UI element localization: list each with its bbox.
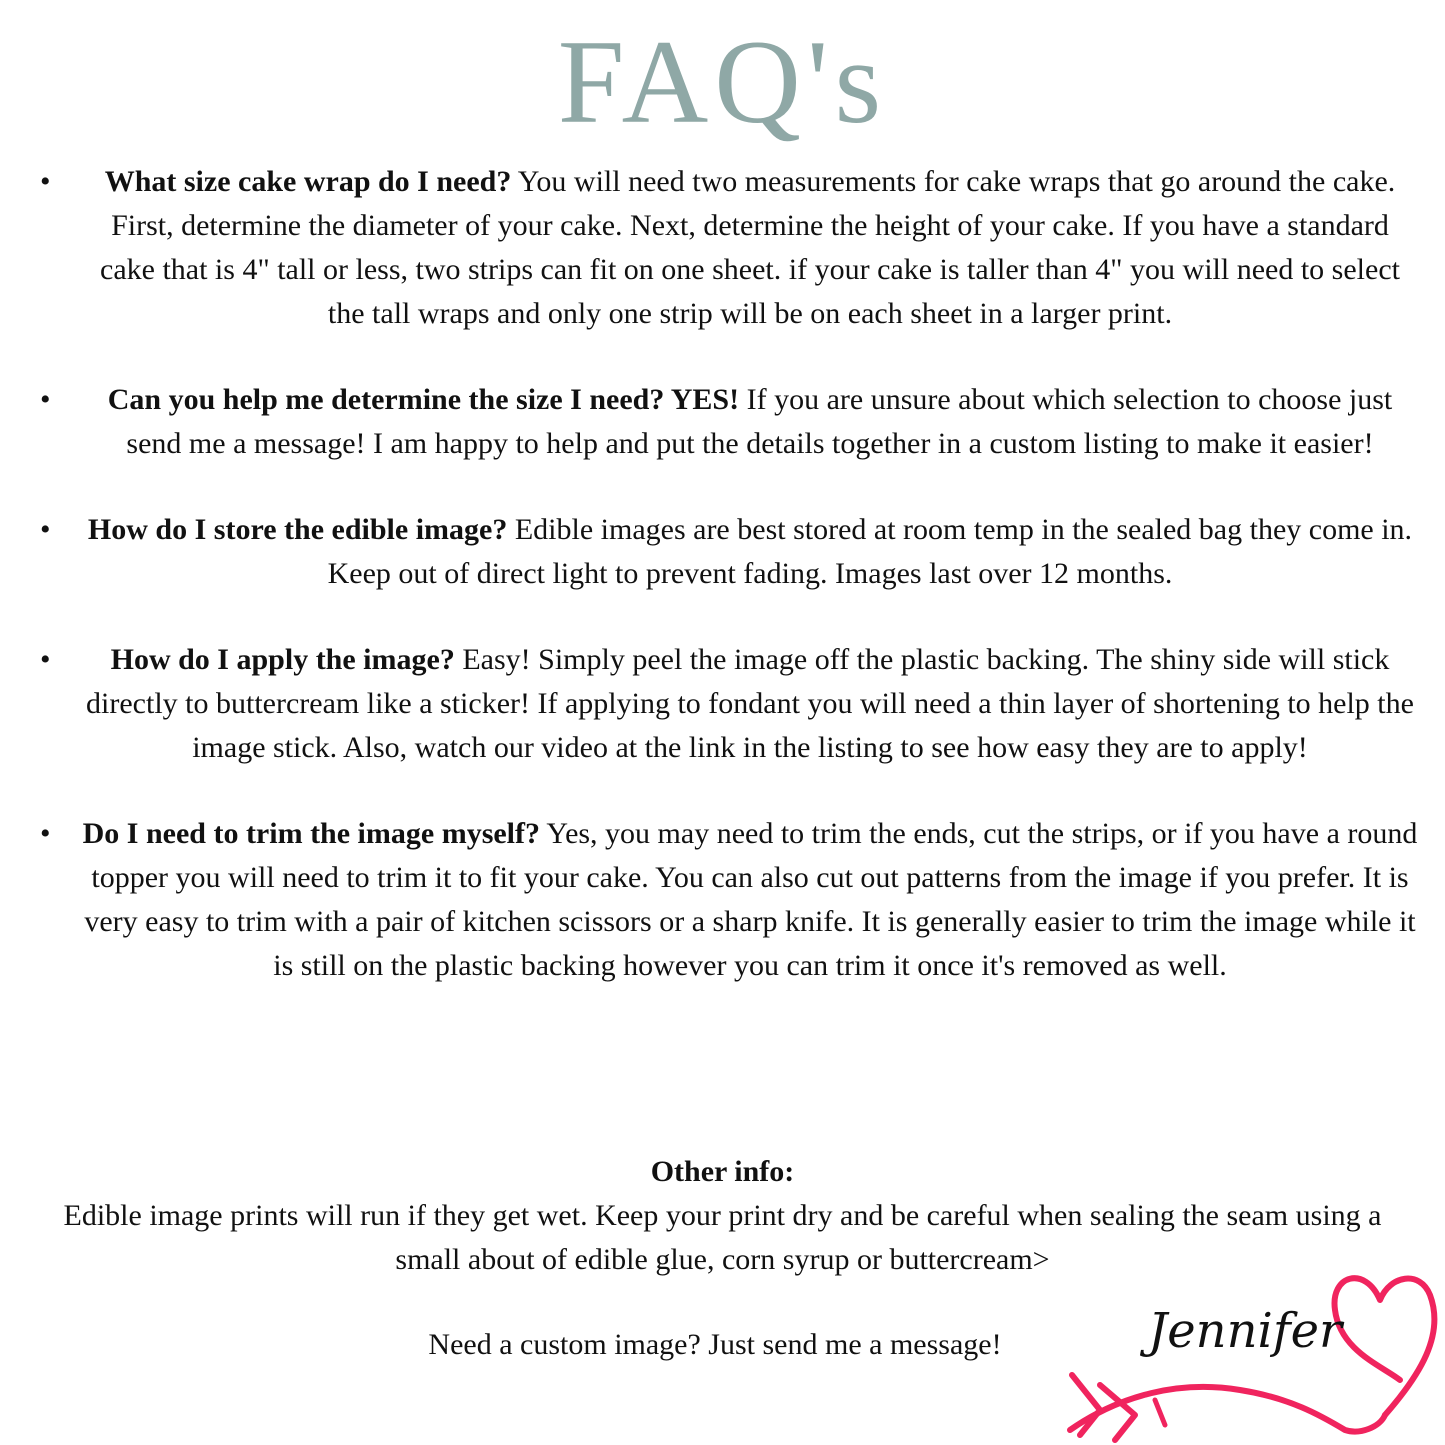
faq-answer: Edible images are best stored at room temp in the sealed bag they come in. Keep out of direct light to prevent fading. Images last over 12 months. bbox=[327, 513, 1413, 590]
faq-question: What size cake wrap do I need? bbox=[104, 165, 512, 198]
bullet-icon: • bbox=[40, 165, 51, 198]
bullet-icon: • bbox=[40, 383, 51, 416]
faq-question: How do I store the edible image? bbox=[87, 513, 508, 546]
signature-art bbox=[1060, 1255, 1445, 1445]
faq-question: How do I apply the image? bbox=[110, 643, 455, 676]
faq-item bbox=[40, 508, 1440, 596]
faq-answer: If you are unsure about which selection to choose just send me a message! I am happy to help and put the details together in a custom listing to make it easier! bbox=[126, 383, 1393, 460]
faq-answer: Yes, you may need to trim the ends, cut the strips, or if you have a round topper you will need to trim it to fit your cake. You can also cut out patterns from the image if you prefer. It is very easy to trim with a pair of kitchen scissors or a sharp knife. It is generally easier to trim the image while it is still on the plastic backing however you can trim it once it's removed as well. bbox=[84, 817, 1418, 982]
faq-list bbox=[40, 160, 1440, 1030]
faq-item bbox=[40, 378, 1440, 466]
bullet-icon: • bbox=[40, 513, 51, 546]
faq-answer: You will need two measurements for cake wraps that go around the cake. First, determine the diameter of your cake. Next, determine the height of your cake. If you have a standard cake that is 4" tall or less, two strips can fit on one sheet. if your cake is taller than 4" you will need to select the tall wraps and only one strip will be on each sheet in a larger print. bbox=[100, 165, 1400, 330]
faq-item bbox=[40, 638, 1440, 770]
custom-image-note: Need a custom image? Just send me a message! bbox=[428, 1328, 1002, 1361]
faq-item bbox=[40, 812, 1440, 988]
bullet-icon: • bbox=[40, 817, 51, 850]
signature-name: Jennifer bbox=[1148, 1303, 1342, 1359]
other-info-heading: Other info: bbox=[650, 1155, 795, 1188]
faq-question: Do I need to trim the image myself? bbox=[82, 817, 541, 850]
bullet-icon: • bbox=[40, 643, 51, 676]
faq-question: Can you help me determine the size I need? YES! bbox=[107, 383, 740, 416]
other-info-body: Edible image prints will run if they get wet. Keep your print dry and be careful when sealing the seam using a small about of edible glue, corn syrup or buttercream> bbox=[63, 1199, 1382, 1276]
faq-item bbox=[40, 160, 1440, 336]
faq-answer: Easy! Simply peel the image off the plastic backing. The shiny side will stick directly to buttercream like a sticker! If applying to fondant you will need a thin layer of shortening to help the image stick. Also, watch our video at the link in the listing to see how easy they are to apply! bbox=[86, 643, 1414, 764]
page-title: FAQ's bbox=[557, 15, 888, 148]
